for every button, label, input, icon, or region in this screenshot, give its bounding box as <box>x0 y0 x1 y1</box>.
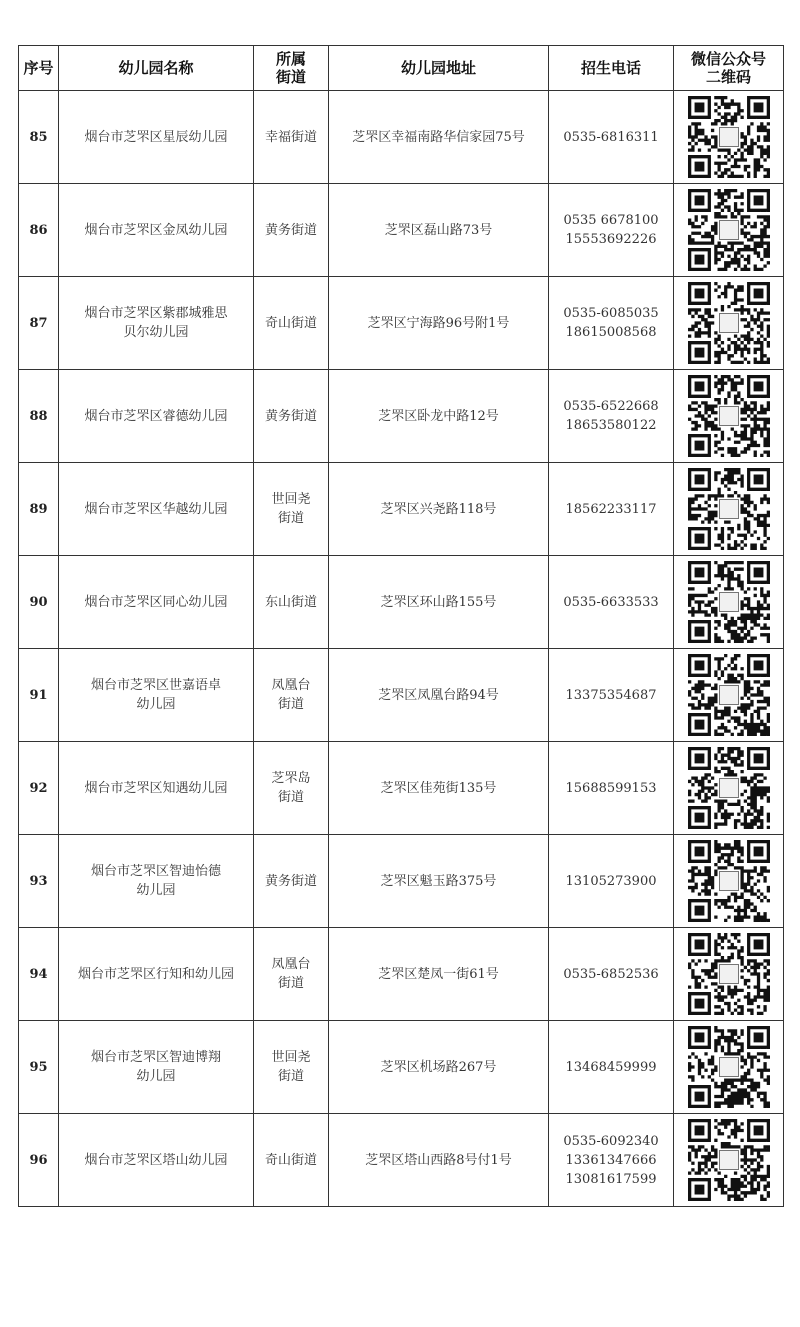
wechat-qr-code-icon <box>688 933 770 1015</box>
enrollment-phone-line: 18562233117 <box>565 501 657 517</box>
kindergarten-name <box>59 649 254 742</box>
enrollment-phone <box>549 91 674 184</box>
kindergarten-address: 芝罘区机场路267号 <box>329 1021 549 1114</box>
kindergarten-name-line: 幼儿园 <box>136 1069 176 1084</box>
street-name <box>254 1114 329 1207</box>
kindergarten-name <box>59 91 254 184</box>
enrollment-phone-line: 0535-6816311 <box>563 129 659 145</box>
enrollment-phone <box>549 1114 674 1207</box>
street-name-line: 芝罘岛 <box>271 771 311 786</box>
kindergarten-name-line: 烟台市芝罘区知遇幼儿园 <box>84 780 228 796</box>
street-name <box>254 556 329 649</box>
kindergarten-name-line: 烟台市芝罘区智迪博翔 <box>90 1050 221 1065</box>
wechat-qr-cell <box>674 649 784 742</box>
kindergarten-name <box>59 277 254 370</box>
kindergarten-name-line: 烟台市芝罘区金凤幼儿园 <box>84 222 228 238</box>
header-name: 幼儿园名称 <box>59 46 254 91</box>
row-number: 95 <box>19 1021 59 1114</box>
kindergarten-name-line: 贝尔幼儿园 <box>123 325 189 340</box>
kindergarten-name-line: 烟台市芝罘区塔山幼儿园 <box>84 1152 228 1168</box>
enrollment-phone-line: 13375354687 <box>565 687 657 703</box>
table-row <box>19 1021 784 1114</box>
table-row <box>19 91 784 184</box>
wechat-qr-cell <box>674 184 784 277</box>
header-no: 序号 <box>19 46 59 91</box>
kindergarten-name <box>59 928 254 1021</box>
header-qr <box>674 46 784 91</box>
street-name <box>254 370 329 463</box>
wechat-qr-code-icon <box>688 375 770 457</box>
header-street-line: 所属 <box>275 50 306 68</box>
kindergarten-address: 芝罘区幸福南路华信家园75号 <box>329 91 549 184</box>
street-name <box>254 277 329 370</box>
kindergarten-name-line: 烟台市芝罘区智迪怡德 <box>90 864 221 879</box>
kindergarten-table <box>18 45 784 1207</box>
street-name <box>254 463 329 556</box>
kindergarten-address: 芝罘区魁玉路375号 <box>329 835 549 928</box>
kindergarten-name-line: 烟台市芝罘区华越幼儿园 <box>84 501 228 517</box>
kindergarten-name-line: 烟台市芝罘区同心幼儿园 <box>84 594 228 610</box>
wechat-qr-code-icon <box>688 282 770 364</box>
kindergarten-address: 芝罘区环山路155号 <box>329 556 549 649</box>
wechat-qr-code-icon <box>688 1119 770 1201</box>
street-name-line: 街道 <box>277 697 304 712</box>
enrollment-phone <box>549 370 674 463</box>
kindergarten-address: 芝罘区兴尧路118号 <box>329 463 549 556</box>
enrollment-phone <box>549 742 674 835</box>
wechat-qr-cell <box>674 463 784 556</box>
header-qr-line: 微信公众号 <box>690 50 766 68</box>
kindergarten-name-line: 烟台市芝罘区星辰幼儿园 <box>84 129 228 145</box>
table-row <box>19 835 784 928</box>
enrollment-phone <box>549 649 674 742</box>
enrollment-phone-line: 13361347666 <box>565 1152 657 1168</box>
kindergarten-name <box>59 1114 254 1207</box>
street-name <box>254 742 329 835</box>
street-name-line: 东山街道 <box>264 594 317 610</box>
enrollment-phone-line: 13081617599 <box>565 1171 657 1187</box>
header-qr-line: 二维码 <box>705 68 751 86</box>
street-name-line: 凤凰台 <box>271 678 311 693</box>
wechat-qr-cell <box>674 91 784 184</box>
enrollment-phone-line: 13105273900 <box>565 873 657 889</box>
table-body <box>19 91 784 1207</box>
enrollment-phone <box>549 277 674 370</box>
wechat-qr-cell <box>674 742 784 835</box>
enrollment-phone <box>549 463 674 556</box>
kindergarten-address: 芝罘区磊山路73号 <box>329 184 549 277</box>
header-street-line: 街道 <box>275 68 306 86</box>
table-row <box>19 370 784 463</box>
street-name <box>254 91 329 184</box>
header-phone: 招生电话 <box>549 46 674 91</box>
enrollment-phone <box>549 184 674 277</box>
table-row <box>19 277 784 370</box>
wechat-qr-code-icon <box>688 189 770 271</box>
street-name-line: 世回尧 <box>271 492 311 507</box>
wechat-qr-code-icon <box>688 1026 770 1108</box>
wechat-qr-cell <box>674 1021 784 1114</box>
row-number: 87 <box>19 277 59 370</box>
wechat-qr-code-icon <box>688 96 770 178</box>
table-row <box>19 184 784 277</box>
enrollment-phone-line: 0535-6633533 <box>563 594 659 610</box>
row-number: 88 <box>19 370 59 463</box>
enrollment-phone-line: 15688599153 <box>565 780 657 796</box>
street-name-line: 奇山街道 <box>264 1152 317 1168</box>
wechat-qr-cell <box>674 928 784 1021</box>
enrollment-phone <box>549 1021 674 1114</box>
street-name-line: 街道 <box>277 511 304 526</box>
kindergarten-name <box>59 463 254 556</box>
street-name-line: 街道 <box>277 790 304 805</box>
street-name-line: 街道 <box>277 976 304 991</box>
enrollment-phone-line: 0535-6522668 <box>563 399 659 414</box>
enrollment-phone <box>549 928 674 1021</box>
enrollment-phone-line: 18653580122 <box>565 418 657 433</box>
street-name-line: 黄务街道 <box>264 873 317 889</box>
street-name <box>254 928 329 1021</box>
table-row <box>19 742 784 835</box>
kindergarten-address: 芝罘区凤凰台路94号 <box>329 649 549 742</box>
kindergarten-name <box>59 835 254 928</box>
kindergarten-address: 芝罘区卧龙中路12号 <box>329 370 549 463</box>
wechat-qr-cell <box>674 277 784 370</box>
street-name-line: 黄务街道 <box>264 408 317 424</box>
kindergarten-name-line: 幼儿园 <box>136 883 176 898</box>
enrollment-phone-line: 0535-6092340 <box>563 1133 659 1149</box>
row-number: 96 <box>19 1114 59 1207</box>
street-name <box>254 184 329 277</box>
row-number: 85 <box>19 91 59 184</box>
enrollment-phone-line: 0535 6678100 <box>563 213 659 228</box>
enrollment-phone <box>549 556 674 649</box>
kindergarten-address: 芝罘区楚凤一街61号 <box>329 928 549 1021</box>
row-number: 90 <box>19 556 59 649</box>
wechat-qr-code-icon <box>688 468 770 550</box>
kindergarten-name <box>59 184 254 277</box>
street-name-line: 奇山街道 <box>264 315 317 331</box>
wechat-qr-cell <box>674 556 784 649</box>
row-number: 89 <box>19 463 59 556</box>
enrollment-phone-line: 0535-6085035 <box>563 306 659 321</box>
street-name <box>254 835 329 928</box>
row-number: 94 <box>19 928 59 1021</box>
street-name <box>254 1021 329 1114</box>
street-name-line: 街道 <box>277 1069 304 1084</box>
street-name-line: 世回尧 <box>271 1050 311 1065</box>
enrollment-phone-line: 13468459999 <box>565 1059 657 1075</box>
kindergarten-name-line: 烟台市芝罘区睿德幼儿园 <box>84 408 228 424</box>
enrollment-phone-line: 0535-6852536 <box>563 966 659 982</box>
enrollment-phone-line: 15553692226 <box>565 232 657 247</box>
street-name-line: 凤凰台 <box>271 957 311 972</box>
kindergarten-name <box>59 556 254 649</box>
header-address: 幼儿园地址 <box>329 46 549 91</box>
street-name-line: 幸福街道 <box>264 129 317 145</box>
street-name-line: 黄务街道 <box>264 222 317 238</box>
table-row <box>19 649 784 742</box>
table-row <box>19 928 784 1021</box>
wechat-qr-code-icon <box>688 561 770 643</box>
wechat-qr-code-icon <box>688 654 770 736</box>
kindergarten-name <box>59 370 254 463</box>
table-row <box>19 463 784 556</box>
kindergarten-name-line: 幼儿园 <box>136 697 176 712</box>
wechat-qr-cell <box>674 1114 784 1207</box>
row-number: 92 <box>19 742 59 835</box>
wechat-qr-cell <box>674 835 784 928</box>
header-street <box>254 46 329 91</box>
kindergarten-name-line: 烟台市芝罘区行知和幼儿园 <box>77 966 234 982</box>
row-number: 86 <box>19 184 59 277</box>
table-row <box>19 556 784 649</box>
kindergarten-name <box>59 1021 254 1114</box>
kindergarten-address: 芝罘区塔山西路8号付1号 <box>329 1114 549 1207</box>
wechat-qr-code-icon <box>688 840 770 922</box>
wechat-qr-cell <box>674 370 784 463</box>
street-name <box>254 649 329 742</box>
kindergarten-name-line: 烟台市芝罘区紫郡城雅思 <box>84 306 228 321</box>
kindergarten-address: 芝罘区佳苑街135号 <box>329 742 549 835</box>
row-number: 93 <box>19 835 59 928</box>
row-number: 91 <box>19 649 59 742</box>
enrollment-phone-line: 18615008568 <box>565 325 657 340</box>
header-row <box>19 46 784 91</box>
kindergarten-name <box>59 742 254 835</box>
kindergarten-name-line: 烟台市芝罘区世嘉语卓 <box>90 678 221 693</box>
wechat-qr-code-icon <box>688 747 770 829</box>
enrollment-phone <box>549 835 674 928</box>
table-row <box>19 1114 784 1207</box>
kindergarten-address: 芝罘区宁海路96号附1号 <box>329 277 549 370</box>
